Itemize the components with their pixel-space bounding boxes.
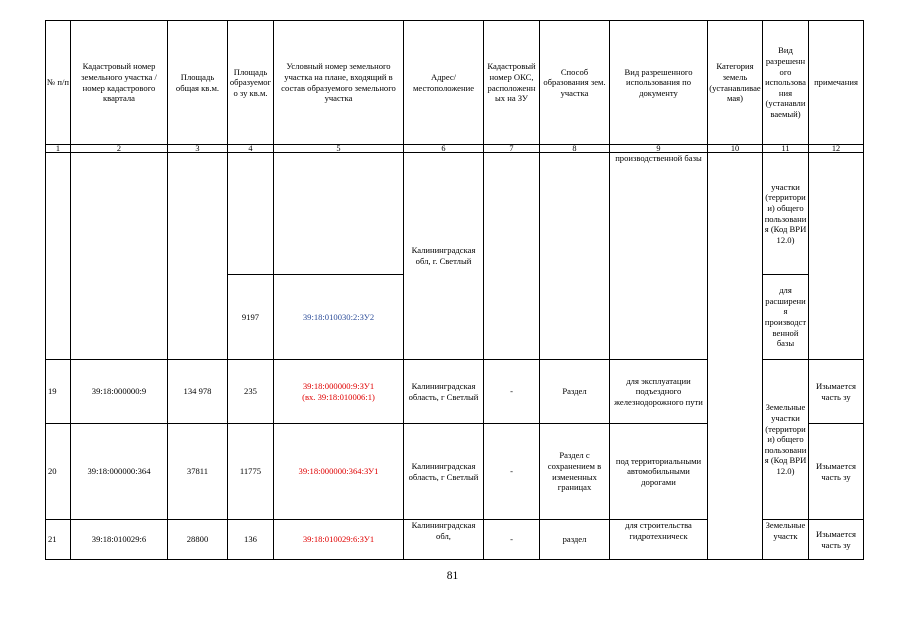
cell-total-area: 134 978 [168, 360, 228, 424]
header-cell: примечания [809, 21, 864, 145]
cell-area: 11775 [228, 424, 274, 520]
cell-oks [484, 153, 540, 360]
column-number: 11 [763, 145, 809, 153]
header-cell: № п/п [46, 21, 71, 145]
cell-note: Изымается часть зу [809, 360, 864, 424]
header-cell: Площадь образуемого зу кв.м. [228, 21, 274, 145]
conditional-number: 39:18:000000:9:ЗУ1 [302, 380, 375, 391]
cell-vri-set: участки (территории) общего пользования (Код ВРИ 12.0) [763, 153, 809, 275]
cell-total-area: 37811 [168, 424, 228, 520]
column-number-row [46, 145, 864, 153]
cell-conditional-number: 39:18:010030:2:ЗУ2 [274, 275, 404, 360]
cell-address: Калининградская обл, г. Светлый [404, 153, 484, 360]
cell-cadastral: 39:18:000000:9 [71, 360, 168, 424]
column-number: 8 [540, 145, 610, 153]
header-cell: Категория земель (устанавливаемая) [708, 21, 763, 145]
cell-vri-set: Земельные участки (территории) общего пользования (Код ВРИ 12.0) [763, 360, 809, 520]
cell-vri-set: для расширения производственной базы [763, 275, 809, 360]
cell-method: раздел [540, 520, 610, 560]
cell-address: Калининградская обл, [404, 520, 484, 560]
cell-oks: - [484, 520, 540, 560]
cell-area: 9197 [228, 275, 274, 360]
header-cell: Адрес/ местоположение [404, 21, 484, 145]
column-number: 2 [71, 145, 168, 153]
header-cell: Вид разрешенного использования по документу [610, 21, 708, 145]
cell-vri-set: Земельные участк [763, 520, 809, 560]
page-number: 81 [446, 570, 459, 582]
cell-method: Раздел с сохранением в измененных границах [540, 424, 610, 520]
cell-vri-doc: для эксплуатации подъездного железнодорожного пути [610, 360, 708, 424]
cell-note: Изымается часть зу [809, 520, 864, 560]
cell-vri-doc: под территориальными автомобильными дорогами [610, 424, 708, 520]
header-cell: Условный номер земельного участка на плане, входящий в состав образуемого земельного участка [274, 21, 404, 145]
header-cell: Кадастровый номер ОКС, расположенных на ЗУ [484, 21, 540, 145]
cell-area [228, 153, 274, 275]
cell-conditional-number: 39:18:000000:364:ЗУ1 [274, 424, 404, 520]
cell-cadastral: 39:18:010029:6 [71, 520, 168, 560]
cell-conditional-number: 39:18:010029:6:ЗУ1 [274, 520, 404, 560]
cell-number: 19 [46, 360, 71, 424]
cell-cadastral [71, 153, 168, 360]
header-cell: Площадь общая кв.м. [168, 21, 228, 145]
cell-note [809, 153, 864, 360]
column-number: 7 [484, 145, 540, 153]
cell-address: Калининградская область, г Светлый [404, 360, 484, 424]
cell-oks: - [484, 424, 540, 520]
cell-oks: - [484, 360, 540, 424]
column-number: 1 [46, 145, 71, 153]
cell-address: Калининградская область, г Светлый [404, 424, 484, 520]
cell-number: 20 [46, 424, 71, 520]
cell-vri-doc: для строительства гидротехническ [610, 520, 708, 560]
column-number: 12 [809, 145, 864, 153]
cell-conditional-number [274, 153, 404, 275]
header-cell: Кадастровый номер земельного участка /номер кадастрового квартала [71, 21, 168, 145]
cell-method [540, 153, 610, 360]
conditional-number-note: (вх. 39:18:010006:1) [302, 391, 375, 402]
column-number: 4 [228, 145, 274, 153]
column-number: 5 [274, 145, 404, 153]
cell-cadastral: 39:18:000000:364 [71, 424, 168, 520]
cell-total-area: 28800 [168, 520, 228, 560]
cell-method: Раздел [540, 360, 610, 424]
header-row [46, 21, 864, 145]
column-number: 3 [168, 145, 228, 153]
table-row [46, 153, 864, 275]
cell-area: 136 [228, 520, 274, 560]
cell-area: 235 [228, 360, 274, 424]
cell-number [46, 153, 71, 360]
cell-note: Изымается часть зу [809, 424, 864, 520]
land-plots-table [45, 20, 864, 560]
column-number: 9 [610, 145, 708, 153]
cell-vri-doc: производственной базы [610, 153, 708, 360]
cell-category [708, 153, 763, 560]
header-cell: Вид разрешенного использования (устанавливаемый) [763, 21, 809, 145]
cell-conditional-number [274, 360, 404, 424]
header-cell: Способ образования зем. участка [540, 21, 610, 145]
column-number: 6 [404, 145, 484, 153]
column-number: 10 [708, 145, 763, 153]
cell-number: 21 [46, 520, 71, 560]
cell-total-area [168, 153, 228, 360]
